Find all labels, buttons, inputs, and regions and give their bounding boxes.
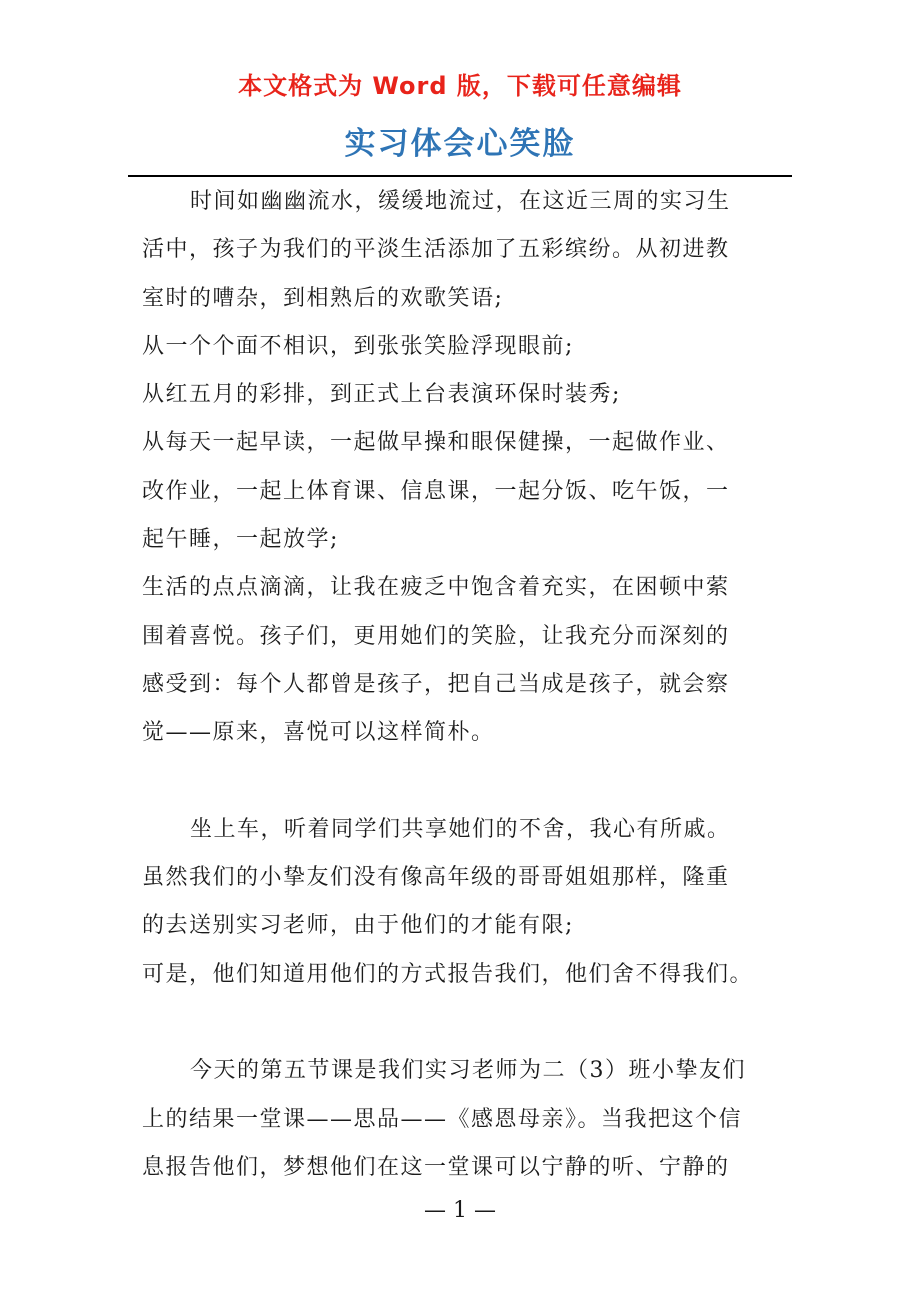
body-line: 室时的嘈杂，到相熟后的欢歌笑语; (142, 285, 504, 311)
body-line: 从一个个面不相识，到张张笑脸浮现眼前; (142, 333, 574, 359)
body-line: 围着喜悦。孩子们，更用她们的笑脸，让我充分而深刻的 (142, 623, 730, 649)
page-number: — 1 — (424, 1198, 496, 1223)
body-line: 可是，他们知道用他们的方式报告我们，他们舍不得我们。 (142, 961, 754, 987)
body-line: 生活的点点滴滴，让我在疲乏中饱含着充实，在困顿中萦 (142, 575, 730, 601)
body-line: 感受到：每个人都曾是孩子，把自己当成是孩子，就会察 (142, 671, 730, 697)
body-line: 从红五月的彩排，到正式上台表演环保时装秀; (142, 382, 621, 408)
body-line: 坐上车，听着同学们共享她们的不舍，我心有所戚。 (190, 816, 731, 842)
body-line: 今天的第五节课是我们实习老师为二（3）班小挚友们 (190, 1058, 746, 1084)
body-line: 觉——原来，喜悦可以这样简朴。 (142, 720, 495, 746)
body-line: 改作业，一起上体育课、信息课，一起分饭、吃午饭，一 (142, 478, 730, 504)
body-line: 息报告他们，梦想他们在这一堂课可以宁静的听、宁静的 (142, 1154, 730, 1180)
body-line: 的去送别实习老师，由于他们的才能有限; (142, 913, 574, 939)
body-line: 时间如幽幽流水，缓缓地流过，在这近三周的实习生 (190, 189, 731, 214)
paragraph-gap (142, 758, 782, 806)
body-line: 上的结果一堂课——思品——《感恩母亲》。当我把这个信 (142, 1106, 743, 1132)
body-line: 活中，孩子为我们的平淡生活添加了五彩缤纷。从初进教 (142, 237, 730, 263)
format-notice-banner: 本文格式为 Word 版，下载可任意编辑 (238, 72, 682, 100)
body-line: 虽然我们的小挚友们没有像高年级的哥哥姐姐那样，隆重 (142, 865, 730, 891)
paragraph-gap (142, 999, 782, 1047)
document-body (142, 178, 782, 1192)
title-divider (128, 175, 792, 177)
body-line: 从每天一起早读，一起做早操和眼保健操，一起做作业、 (142, 430, 730, 456)
document-title: 实习体会心笑脸 (344, 126, 576, 162)
body-line: 起午睡，一起放学; (142, 527, 339, 553)
